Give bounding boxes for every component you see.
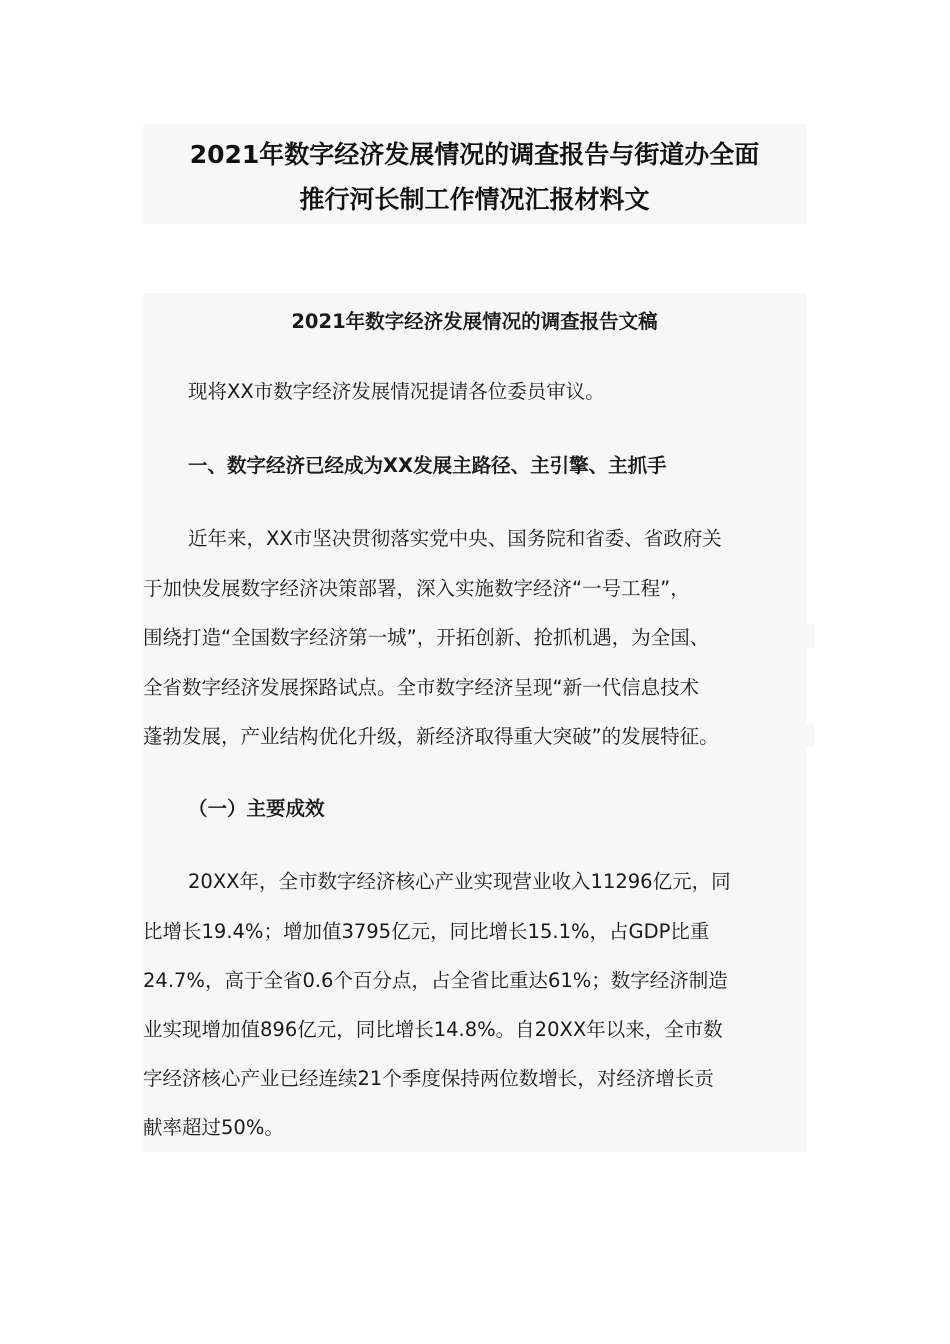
paragraph-2-line-3: 24.7%，高于全省0.6个百分点，占全省比重达61%；数字经济制造: [143, 969, 728, 992]
paragraph-1-line-1: 近年来，XX市坚决贯彻落实党中央、国务院和省委、省政府关: [188, 527, 722, 550]
document-title-line-2: 推行河长制工作情况汇报材料文: [299, 185, 650, 214]
highlight-overhang: [801, 723, 814, 747]
paragraph-1-line-3: 围绕打造“全国数字经济第一城”，开拓创新、抢抓机遇，为全国、: [143, 626, 710, 649]
intro-paragraph: 现将XX市数字经济发展情况提请各位委员审议。: [188, 380, 605, 403]
paragraph-1-line-2: 于加快发展数字经济决策部署，深入实施数字经济“一号工程”，: [143, 577, 690, 600]
document-body: [143, 293, 806, 1152]
document-subtitle: 2021年数字经济发展情况的调查报告文稿: [291, 310, 658, 333]
document-title-line-1: 2021年数字经济发展情况的调查报告与街道办全面: [189, 140, 760, 169]
document-title-block: [143, 124, 806, 224]
paragraph-1-line-5: 蓬勃发展，产业结构优化升级，新经济取得重大突破”的发展特征。: [143, 725, 719, 748]
section-heading-1: 一、数字经济已经成为XX发展主路径、主引擎、主抓手: [188, 454, 667, 477]
paragraph-2-line-1: 20XX年，全市数字经济核心产业实现营业收入11296亿元，同: [188, 870, 731, 893]
paragraph-2-line-6: 献率超过50%。: [143, 1116, 284, 1139]
paragraph-1-line-4: 全省数字经济发展探路试点。全市数字经济呈现“新一代信息技术: [143, 676, 700, 699]
paragraph-2-line-4: 业实现增加值896亿元，同比增长14.8%。自20XX年以来，全市数: [143, 1018, 723, 1041]
highlight-overhang: [801, 624, 814, 648]
paragraph-2-line-5: 字经济核心产业已经连续21个季度保持两位数增长，对经济增长贡: [143, 1067, 714, 1090]
paragraph-2-line-2: 比增长19.4%；增加值3795亿元，同比增长15.1%，占GDP比重: [143, 920, 710, 943]
subsection-heading-1: （一）主要成效: [188, 797, 325, 820]
